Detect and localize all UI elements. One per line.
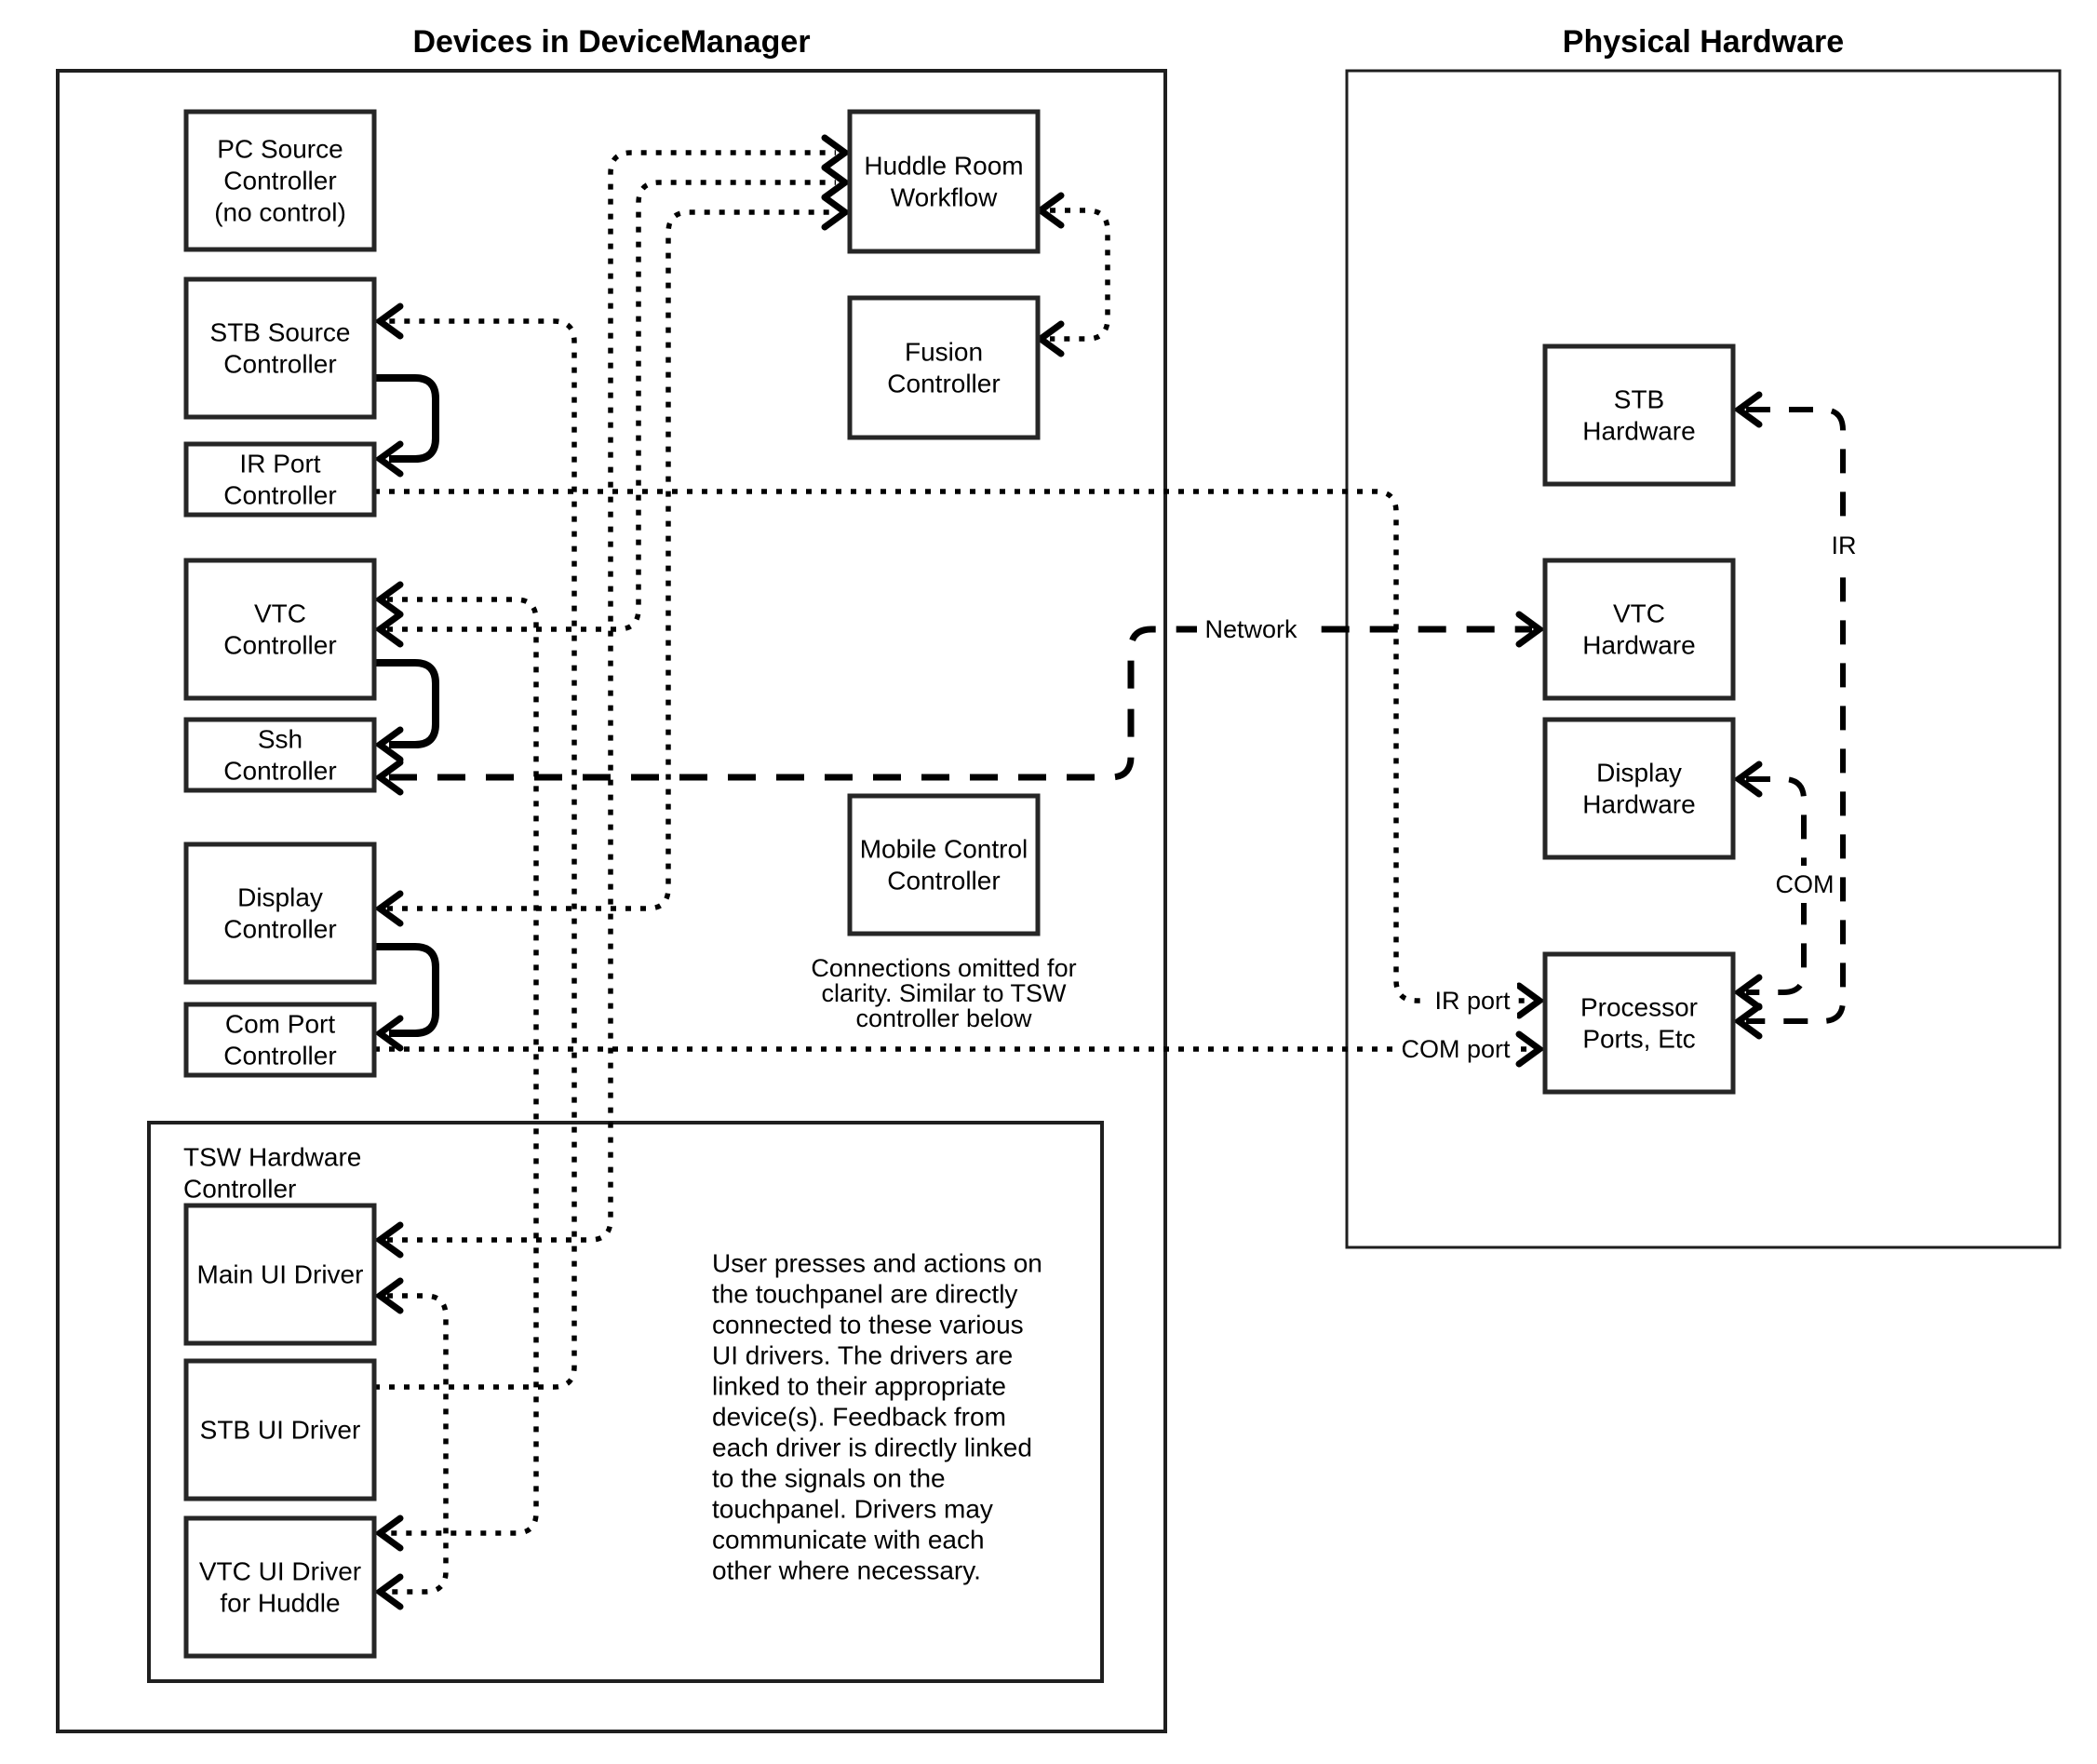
arrow-into-huddle-2-icon (825, 168, 845, 197)
mobile-caption-line1: Connections omitted for (811, 954, 1077, 982)
paragraph-line10: communicate with each (712, 1525, 985, 1555)
mobile-line1: Mobile Control (859, 834, 1028, 864)
processor-ports-box (1545, 954, 1733, 1092)
paragraph-line4: UI drivers. The drivers are (712, 1340, 1014, 1370)
edge-stb-ui-stb-source (374, 321, 574, 1387)
vtc-hardware-box (1545, 560, 1733, 698)
tsw-label-line1: TSW Hardware (183, 1142, 362, 1172)
ssh-line2: Controller (223, 756, 337, 786)
display-line1: Display (237, 882, 323, 912)
com-port-line1: Com Port (224, 1009, 336, 1039)
node-fusion-controller (850, 298, 1038, 438)
ir-port-label: IR port (1434, 987, 1511, 1015)
vtc-ui-driver-box (186, 1518, 374, 1656)
vtc-hw-line1: VTC (1613, 599, 1665, 628)
paragraph-line8: to the signals on the (712, 1463, 946, 1493)
stb-source-controller-box (186, 279, 374, 417)
stb-source-line1: STB Source (209, 317, 351, 347)
edge-vtc-huddle (387, 182, 836, 629)
edge-display-to-com-port (374, 947, 436, 1033)
network-label: Network (1204, 615, 1297, 643)
com-label: COM (1775, 870, 1835, 898)
pc-source-line3: (no control) (214, 197, 346, 227)
node-com-port-controller (186, 1004, 374, 1075)
ssh-line1: Ssh (257, 724, 303, 754)
display-hardware-box (1545, 720, 1733, 857)
node-vtc-hardware (1545, 560, 1733, 698)
fusion-line1: Fusion (904, 337, 984, 367)
pc-source-line2: Controller (223, 166, 337, 195)
paragraph-line1: User presses and actions on (712, 1248, 1042, 1278)
vtc-line1: VTC (254, 599, 306, 628)
main-ui-line1: Main UI Driver (196, 1259, 364, 1289)
devices-title: Devices in DeviceManager (412, 24, 811, 60)
node-stb-source-controller (186, 279, 374, 417)
edge-labels (1197, 527, 1863, 1068)
vtc-ui-line1: VTC UI Driver (198, 1556, 362, 1586)
display-line2: Controller (223, 914, 337, 944)
vtc-ui-line2: for Huddle (220, 1588, 341, 1618)
paragraph-line6: device(s). Feedback from (712, 1402, 1006, 1432)
mobile-caption-line3: controller below (855, 1004, 1032, 1032)
paragraph-line7: each driver is directly linked (712, 1433, 1032, 1462)
tsw-label (183, 1143, 361, 1204)
com-port-line2: Controller (223, 1041, 337, 1071)
edge-stb-source-to-ir-port (374, 378, 436, 459)
com-port-label: COM port (1401, 1035, 1511, 1063)
node-pc-source-controller (186, 112, 374, 249)
stb-hardware-box (1545, 346, 1733, 484)
node-vtc-controller (186, 560, 374, 698)
arrow-into-huddle-1-icon (825, 138, 845, 168)
node-vtc-ui-driver (186, 1518, 374, 1656)
node-display-controller (186, 844, 374, 982)
tsw-label-line2: Controller (183, 1174, 297, 1204)
huddle-room-workflow-box (850, 112, 1038, 251)
fusion-line2: Controller (887, 369, 1001, 398)
fusion-controller-box (850, 298, 1038, 438)
arrow-into-vtc-ui-1-icon (380, 1518, 400, 1548)
node-mobile-control-controller (850, 796, 1038, 934)
mobile-caption (811, 954, 1076, 1032)
node-stb-ui-driver (186, 1361, 374, 1499)
mobile-caption-line2: clarity. Similar to TSW (821, 979, 1067, 1007)
edge-ir-stb-hardware-processor (1746, 410, 1843, 1021)
node-huddle-room-workflow (850, 112, 1038, 251)
stb-source-line2: Controller (223, 349, 337, 379)
node-processor-ports (1545, 954, 1733, 1092)
ir-label: IR (1831, 532, 1857, 559)
processor-line2: Ports, Etc (1582, 1024, 1696, 1054)
node-ssh-controller (186, 720, 374, 790)
physical-hardware-title: Physical Hardware (1562, 24, 1845, 60)
node-display-hardware (1545, 720, 1733, 857)
display-controller-box (186, 844, 374, 982)
processor-line1: Processor (1579, 992, 1699, 1022)
paragraph-line11: other where necessary. (712, 1555, 981, 1585)
stb-hw-line2: Hardware (1582, 416, 1696, 446)
paragraph-line2: the touchpanel are directly (712, 1279, 1018, 1309)
stb-ui-line1: STB UI Driver (199, 1415, 361, 1445)
paragraph-line9: touchpanel. Drivers may (712, 1494, 993, 1524)
edge-network-ssh-vtc-hardware (389, 629, 1532, 777)
display-hw-line2: Hardware (1582, 789, 1696, 819)
node-stb-hardware (1545, 346, 1733, 484)
vtc-hw-line2: Hardware (1582, 630, 1696, 660)
node-ir-port-controller (186, 444, 374, 515)
ir-port-line2: Controller (223, 480, 337, 510)
edge-main-ui-huddle (387, 153, 836, 1240)
mobile-line2: Controller (887, 866, 1001, 895)
edge-huddle-fusion (1050, 210, 1108, 339)
display-hw-line1: Display (1596, 758, 1682, 788)
vtc-controller-box (186, 560, 374, 698)
mobile-control-controller-box (850, 796, 1038, 934)
pc-source-line1: PC Source (217, 134, 343, 164)
drivers-paragraph (712, 1249, 1042, 1585)
edge-vtc-to-ssh (374, 663, 436, 745)
huddle-line2: Workflow (890, 182, 998, 212)
paragraph-line3: connected to these various (712, 1310, 1024, 1340)
edge-vtc-vtc-ui (387, 599, 536, 1533)
vtc-line2: Controller (223, 630, 337, 660)
ir-port-line1: IR Port (239, 449, 321, 478)
stb-hw-line1: STB (1613, 384, 1665, 414)
node-main-ui-driver (186, 1205, 374, 1343)
huddle-line1: Huddle Room (864, 151, 1024, 181)
paragraph-line5: linked to their appropriate (712, 1371, 1006, 1401)
